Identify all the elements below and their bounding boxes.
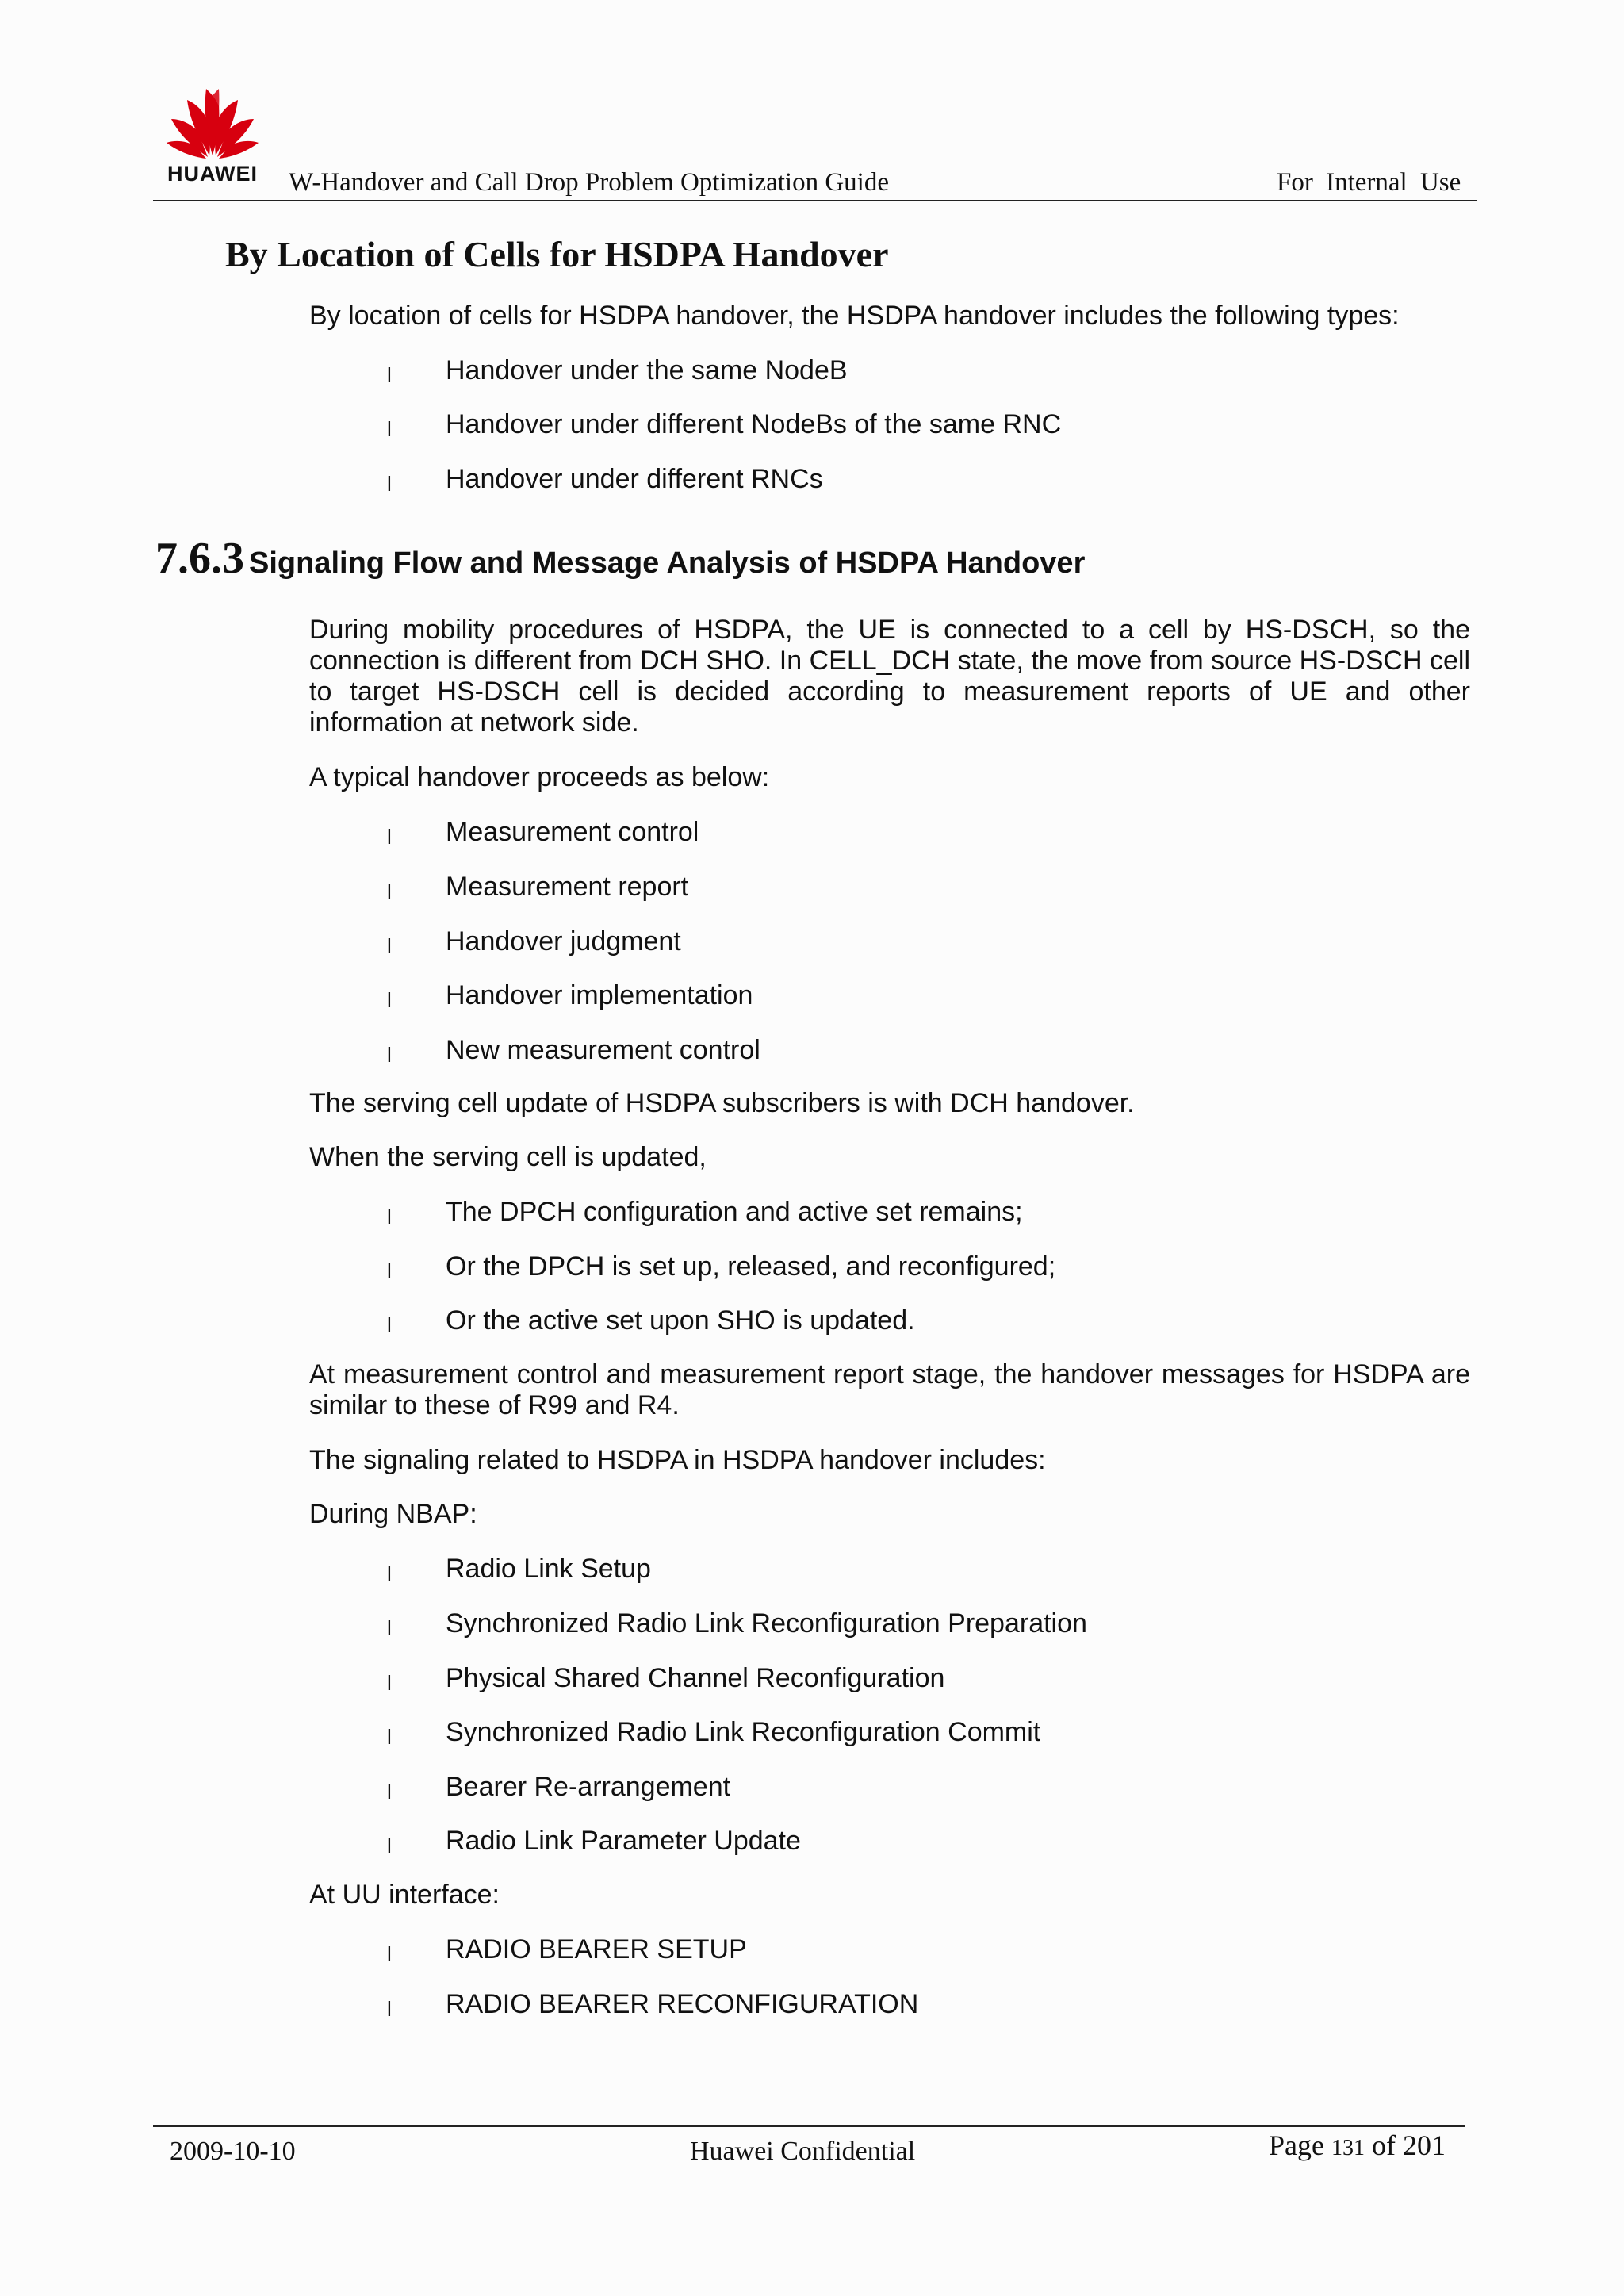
paragraph: At measurement control and measurement report stage, the handover messages for HSDPA are similar to these of R99 and R4.	[309, 1359, 1470, 1420]
page-total: 201	[1402, 2129, 1446, 2161]
list-item-text: Physical Shared Channel Reconfiguration	[446, 1663, 945, 1693]
list-item-text: Synchronized Radio Link Reconfiguration Commit	[446, 1717, 1041, 1747]
paragraph: When the serving cell is updated,	[309, 1142, 707, 1172]
list-item-text: The DPCH configuration and active set remains;	[446, 1197, 1023, 1227]
bullet-icon: l	[387, 1997, 392, 2021]
bullet-icon: l	[387, 1616, 392, 1640]
page-prefix: Page	[1269, 2129, 1324, 2161]
bullet-icon: l	[387, 1942, 392, 1966]
list-item-text: Bearer Re-arrangement	[446, 1772, 731, 1802]
bullet-icon: l	[387, 472, 392, 496]
section-number: 7.6.3	[155, 534, 244, 583]
list-item-text: Handover under different NodeBs of the same RNC	[446, 409, 1062, 439]
huawei-petals-icon	[162, 82, 263, 162]
huawei-logo	[159, 82, 266, 194]
section-title: Signaling Flow and Message Analysis of HSDPA Handover	[249, 546, 1086, 580]
bullet-icon: l	[387, 825, 392, 849]
paragraph: During NBAP:	[309, 1499, 477, 1529]
paragraph: The serving cell update of HSDPA subscribers is with DCH handover.	[309, 1088, 1135, 1118]
page-number	[1269, 2129, 1446, 2162]
logo-wordmark: HUAWEI	[167, 162, 258, 186]
list-item-text: Or the DPCH is set up, released, and reconfigured;	[446, 1251, 1056, 1282]
bullet-icon: l	[387, 417, 392, 441]
footer-date: 2009-10-10	[170, 2137, 296, 2166]
page-current: 131	[1331, 2136, 1365, 2160]
page-of: of	[1371, 2129, 1396, 2161]
bullet-icon: l	[387, 934, 392, 958]
footer-confidential: Huawei Confidential	[690, 2137, 916, 2166]
list-item-text: Radio Link Parameter Update	[446, 1826, 801, 1856]
list-item-text: Handover under the same NodeB	[446, 355, 848, 385]
bullet-icon: l	[387, 1313, 392, 1337]
paragraph: At UU interface:	[309, 1880, 500, 1910]
bullet-icon: l	[387, 988, 392, 1012]
subsection-intro: By location of cells for HSDPA handover, the HSDPA handover includes the following types:	[309, 301, 1400, 331]
subsection-heading: By Location of Cells for HSDPA Handover	[225, 234, 889, 274]
list-item-text: New measurement control	[446, 1035, 760, 1065]
list-item-text: Handover judgment	[446, 926, 681, 956]
list-item-text: Synchronized Radio Link Reconfiguration Preparation	[446, 1608, 1087, 1639]
paragraph: During mobility procedures of HSDPA, the UE is connected to a cell by HS-DSCH, so the connection is different from DCH SHO. In CELL_DCH state, the move from source HS-DSCH cell to target HS-DSCH cell is decided according to measurement reports of UE and other information at network side.	[309, 615, 1470, 738]
header-divider	[153, 200, 1477, 201]
list-item-text: Measurement control	[446, 817, 699, 847]
section-heading	[155, 533, 1085, 584]
bullet-icon: l	[387, 1043, 392, 1067]
list-item-text: Radio Link Setup	[446, 1554, 651, 1584]
list-item-text: Measurement report	[446, 872, 689, 902]
bullet-icon: l	[387, 1834, 392, 1857]
bullet-icon: l	[387, 1671, 392, 1695]
bullet-icon: l	[387, 1780, 392, 1803]
paragraph: A typical handover proceeds as below:	[309, 762, 770, 792]
list-item-text: Handover under different RNCs	[446, 464, 823, 494]
paragraph: The signaling related to HSDPA in HSDPA handover includes:	[309, 1445, 1046, 1475]
bullet-icon: l	[387, 1725, 392, 1749]
footer-divider	[153, 2125, 1465, 2127]
list-item-text: RADIO BEARER RECONFIGURATION	[446, 1989, 919, 2019]
bullet-icon: l	[387, 880, 392, 903]
list-item-text: Handover implementation	[446, 980, 753, 1010]
bullet-icon: l	[387, 1205, 392, 1228]
classification-label: For Internal Use	[1277, 168, 1461, 197]
bullet-icon: l	[387, 1562, 392, 1585]
bullet-icon: l	[387, 1259, 392, 1283]
document-title: W-Handover and Call Drop Problem Optimization Guide	[289, 168, 890, 197]
list-item-text: RADIO BEARER SETUP	[446, 1934, 747, 1964]
list-item-text: Or the active set upon SHO is updated.	[446, 1305, 915, 1336]
bullet-icon: l	[387, 363, 392, 387]
